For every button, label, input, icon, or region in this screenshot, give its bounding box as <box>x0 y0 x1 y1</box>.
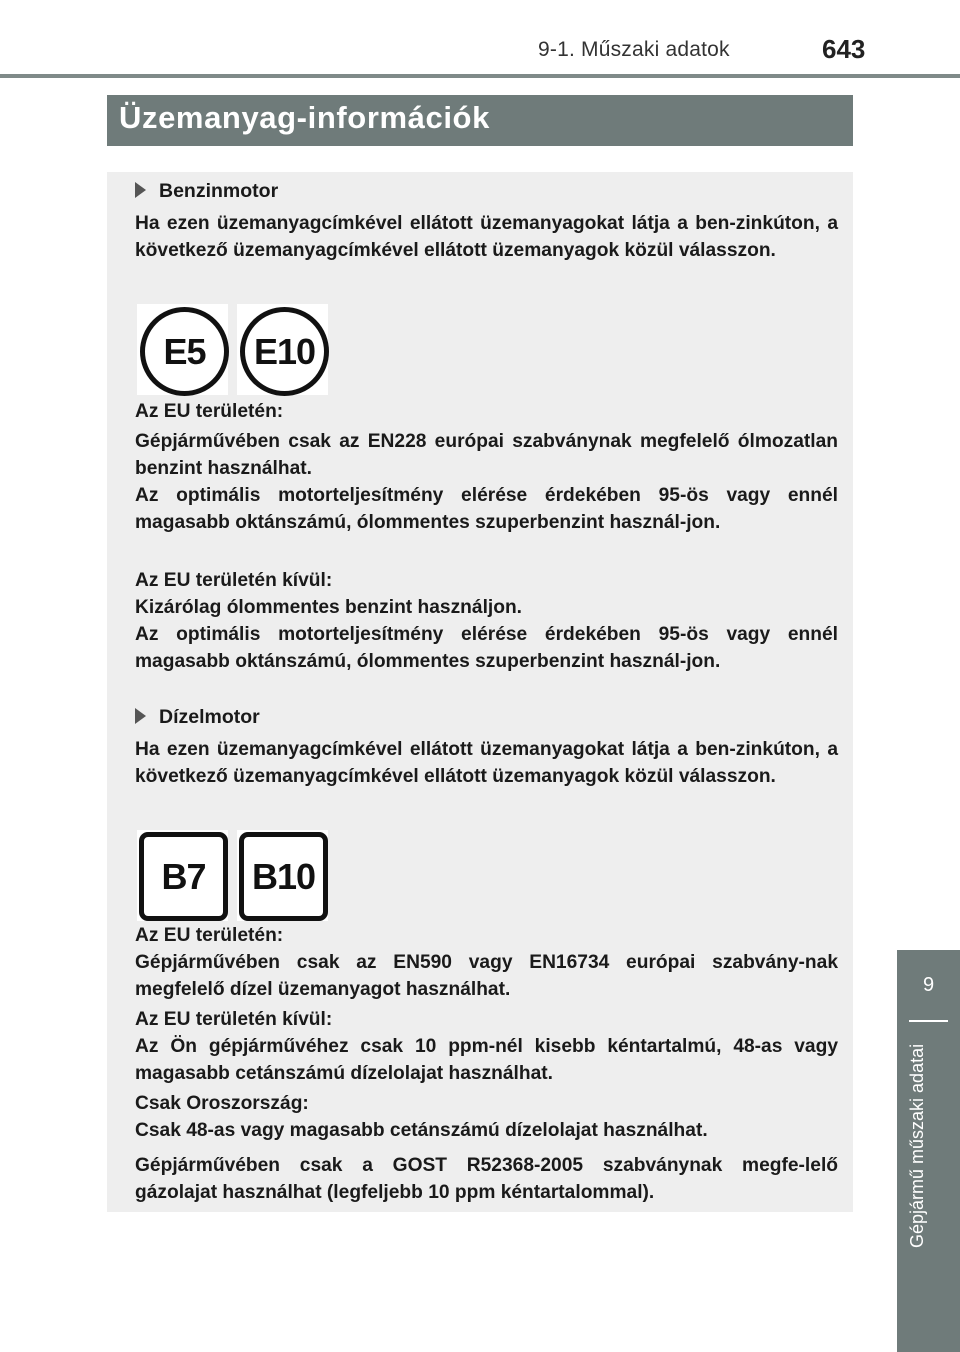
petrol-eu-heading: Az EU területén: <box>135 401 284 422</box>
e5-circle-icon: E5 <box>140 307 229 396</box>
petrol-non-eu-text-2: Az optimális motorteljesítmény elérése érdekében 95-ös vagy ennél magasabb oktánszámú, ólommentes szuperbenzint használ-jon. <box>135 624 838 672</box>
petrol-eu-text-1: Gépjárművében csak az EN228 európai szabványnak megfelelő ólmozatlan benzint használhat. <box>135 431 838 479</box>
petrol-intro: Ha ezen üzemanyagcímkével ellátott üzemanyagokat látja a ben-zinkúton, a következő üzemanyagcímkével ellátott üzemanyagok közül válasszon. <box>135 213 838 261</box>
diesel-russia-heading: Csak Oroszország: <box>135 1093 309 1114</box>
fuel-label-b7 <box>137 830 228 921</box>
fuel-label-e5 <box>137 304 228 395</box>
petrol-non-eu-text-1: Kizárólag ólommentes benzint használjon. <box>135 597 523 618</box>
petrol-heading <box>135 180 278 203</box>
diesel-eu-heading: Az EU területén: <box>135 925 284 946</box>
triangle-bullet-icon <box>135 182 146 198</box>
chapter-number: 9 <box>922 974 935 996</box>
diesel-heading-label: Dízelmotor <box>159 706 260 728</box>
diesel-gost-text: Gépjárművében csak a GOST R52368-2005 szabványnak megfe-lelő gázolajat használhat (legfeljebb 10 ppm kéntartalommal). <box>135 1155 838 1203</box>
header-divider <box>0 74 960 78</box>
chapter-label: 9-1. Műszaki adatok <box>538 38 730 61</box>
petrol-eu-text-2: Az optimális motorteljesítmény elérése érdekében 95-ös vagy ennél magasabb oktánszámú, ólommentes szuperbenzint használ-jon. <box>135 485 838 533</box>
diesel-intro: Ha ezen üzemanyagcímkével ellátott üzemanyagokat látja a ben-zinkúton, a következő üzemanyagcímkével ellátott üzemanyagok közül válasszon. <box>135 739 838 787</box>
b10-square-icon: B10 <box>239 832 328 921</box>
petrol-non-eu-heading: Az EU területén kívül: <box>135 570 333 591</box>
b7-square-icon: B7 <box>139 832 228 921</box>
content-box <box>107 172 853 1212</box>
section-title: Üzemanyag-információk <box>119 100 490 135</box>
diesel-eu-text: Gépjárművében csak az EN590 vagy EN16734 európai szabvány-nak megfelelő dízel üzemanyagot használhat. <box>135 952 838 1000</box>
diesel-russia-text: Csak 48-as vagy magasabb cetánszámú dízelolajat használhat. <box>135 1120 708 1141</box>
section-title-bar <box>107 95 853 146</box>
page-number: 643 <box>822 34 866 64</box>
petrol-heading-label: Benzinmotor <box>159 180 279 202</box>
e10-circle-icon: E10 <box>240 307 329 396</box>
diesel-non-eu-heading: Az EU területén kívül: <box>135 1009 333 1030</box>
diesel-heading <box>135 706 260 729</box>
fuel-label-e10 <box>237 304 328 395</box>
fuel-label-b10 <box>237 830 328 921</box>
diesel-non-eu-text: Az Ön gépjárművéhez csak 10 ppm-nél kisebb kéntartalmú, 48-as vagy magasabb cetánszámú dízelolajat használhat. <box>135 1036 838 1084</box>
triangle-bullet-icon <box>135 708 146 724</box>
tab-divider <box>909 1020 948 1022</box>
chapter-title: Gépjármű műszaki adatai <box>907 1044 927 1249</box>
chapter-side-tab <box>897 950 960 1352</box>
